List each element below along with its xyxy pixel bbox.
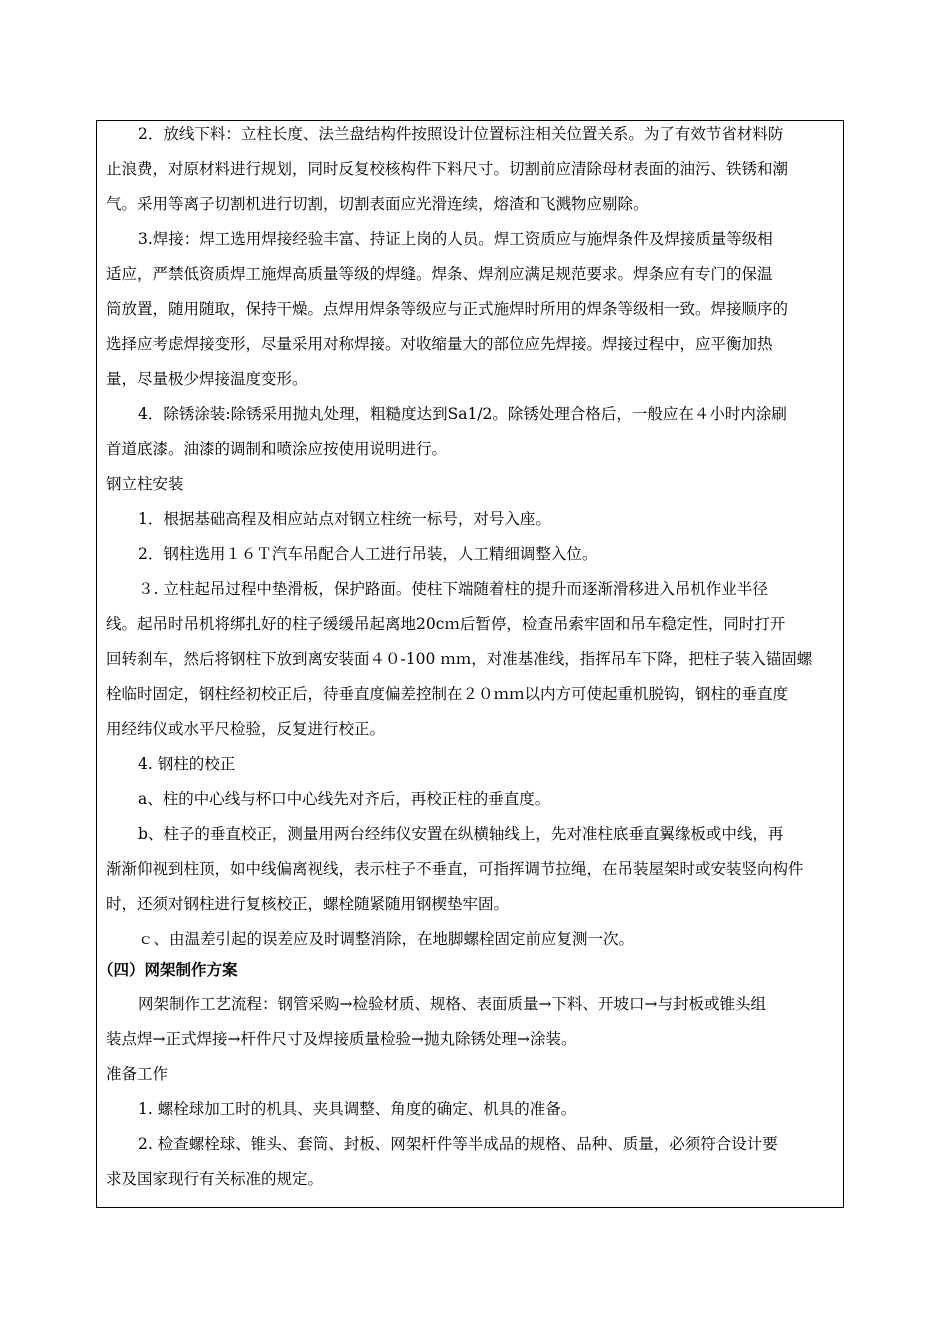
- text-line: 回转刹车，然后将钢柱下放到离安装面４０-100 ｍｍ，对准基准线，指挥吊车下降，把柱子装入锚固螺: [106, 650, 813, 668]
- text-line: a、柱的中心线与杯口中心线先对齐后，再校正柱的垂直度。: [138, 790, 551, 808]
- text-line: ３. 立柱起吊过程中垫滑板，保护路面。使柱下端随着柱的提升而逐渐滑移进入吊机作业半径: [138, 580, 768, 598]
- text-line: 筒放置，随用随取，保持干燥。点焊用焊条等级应与正式施焊时所用的焊条等级相一致。焊接顺序的: [106, 300, 789, 318]
- text-line: 气。采用等离子切割机进行切割，切割表面应光滑连续，熔渣和飞溅物应剔除。: [106, 195, 649, 213]
- text-line: 装点焊→正式焊接→杆件尺寸及焊接质量检验→抛丸除锈处理→涂装。: [106, 1030, 577, 1048]
- text-line: 选择应考虑焊接变形，尽量采用对称焊接。对收缩量大的部位应先焊接。焊接过程中，应平衡加热: [106, 335, 773, 353]
- text-line: 网架制作工艺流程：钢管采购→检验材质、规格、表面质量→下料、开坡口→与封板或锥头组: [138, 995, 766, 1013]
- text-line: b、柱子的垂直校正，测量用两台经纬仪安置在纵横轴线上，先对准柱底垂直翼缘板或中线，再: [138, 825, 784, 843]
- text-line: 用经纬仪或水平尺检验，反复进行校正。: [106, 720, 386, 738]
- text-line: 量，尽量极少焊接温度变形。: [106, 370, 308, 388]
- text-line: 2. 检查螺栓球、锥头、套筒、封板、网架杆件等半成品的规格、品种、质量，必须符合设计要: [138, 1135, 778, 1153]
- text-line: 适应，严禁低资质焊工施焊高质量等级的焊缝。焊条、焊剂应满足规范要求。焊条应有专门的保温: [106, 265, 773, 283]
- section-heading-bold: （四）网架制作方案: [98, 961, 238, 979]
- text-line: 2．钢柱选用１６Ｔ汽车吊配合人工进行吊装，人工精细调整入位。: [138, 545, 598, 563]
- text-line: ｃ、由温差引起的误差应及时调整消除，在地脚螺栓固定前应复测一次。: [138, 930, 635, 948]
- text-line: 首道底漆。油漆的调制和喷涂应按使用说明进行。: [106, 440, 448, 458]
- text-line: 求及国家现行有关标准的规定。: [106, 1170, 324, 1188]
- text-line: 1．根据基础高程及相应站点对钢立柱统一标号，对号入座。: [138, 510, 551, 528]
- text-line: 1. 螺栓球加工时的机具、夹具调整、角度的确定、机具的准备。: [138, 1100, 577, 1118]
- text-line: 栓临时固定，钢柱经初校正后，待垂直度偏差控制在２０ｍｍ以内方可使起重机脱钩，钢柱的垂直度: [106, 685, 789, 703]
- text-line: 渐渐仰视到柱顶，如中线偏离视线，表示柱子不垂直，可指挥调节拉绳，在吊装屋架时或安装竖向构件: [106, 860, 804, 878]
- text-line: 4. 钢柱的校正: [138, 755, 236, 773]
- text-line: 止浪费，对原材料进行规划，同时反复校核构件下料尺寸。切割前应清除母材表面的油污、铁锈和潮: [106, 160, 789, 178]
- text-line: 时，还须对钢柱进行复核校正，螺栓随紧随用钢楔垫牢固。: [106, 895, 510, 913]
- text-line: 3.焊接：焊工选用焊接经验丰富、持证上岗的人员。焊工资质应与施焊条件及焊接质量等级相: [138, 230, 773, 248]
- section-heading: 准备工作: [106, 1065, 169, 1083]
- text-line: 线。起吊时吊机将绑扎好的柱子缓缓吊起离地20cｍ后暂停，检查吊索牢固和吊车稳定性，同时打开: [106, 615, 786, 633]
- text-line: 2．放线下料：立柱长度、法兰盘结构件按照设计位置标注相关位置关系。为了有效节省材料防: [138, 125, 784, 143]
- text-line: 4．除锈涂装:除锈采用抛丸处理，粗糙度达到Sa1/2。除锈处理合格后，一般应在４小时内涂刷: [138, 405, 787, 423]
- section-heading: 钢立柱安装: [106, 475, 184, 493]
